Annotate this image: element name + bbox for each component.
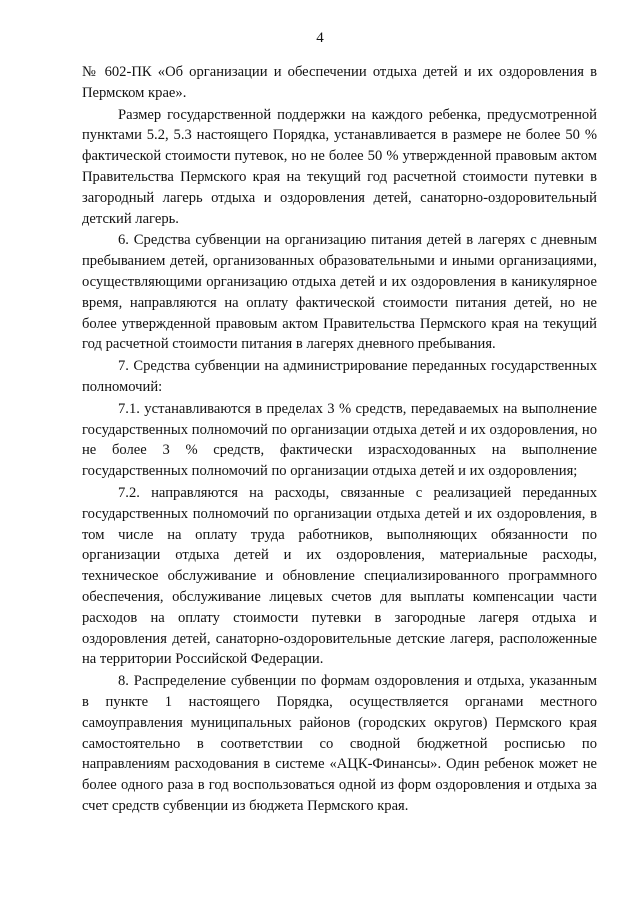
paragraph-item-7-1: 7.1. устанавливаются в пределах 3 % средств, передаваемых на выполнение государственных полномочий по организации отдыха детей и их оздоровления, но не более 3 % средств, фактически израсходованных на выполнение государственных полномочий по организации отдыха детей и их оздоровления; [82, 400, 597, 480]
paragraph-support-amount: Размер государственной поддержки на каждого ребенка, предусмотренной пунктами 5.2, 5.3 настоящего Порядка, устанавливается в размере не более 50 % фактической стоимости путевок, но не более 50 % утвержденной правовым актом Правительства Пермского края на текущий год расчетной стоимости путевки в загородный лагерь отдыха и оздоровления детей, санаторно-оздоровительный детский лагерь. [82, 106, 597, 227]
paragraph-law-reference: № 602-ПК «Об организации и обеспечении отдыха детей и их оздоровления в Пермском крае». [82, 64, 597, 101]
paragraph-item-7: 7. Средства субвенции на администрирование переданных государственных полномочий: [82, 358, 597, 395]
page-number: 4 [316, 30, 324, 46]
paragraph-item-8: 8. Распределение субвенции по формам оздоровления и отдыха, указанным в пункте 1 настоящего Порядка, осуществляется органами местного самоуправления муниципальных районов (городских округов) Пермского края самостоятельно в соответствии со сводной бюджетной росписью по направлениям расходования в системе «АЦК-Финансы». Один ребенок может не более одного раза в год воспользоваться одной из форм оздоровления и отдыха за счет средств субвенции из бюджета Пермского края. [82, 673, 597, 814]
paragraph-item-7-2: 7.2. направляются на расходы, связанные с реализацией переданных государственных полномочий по организации отдыха детей и их оздоровления, в том числе на оплату труда работников, выполняющих обязанности по организации отдыха детей и их оздоровления, материальные расходы, техническое обслуживание и обновление специализированного программного обеспечения, обслуживание лицевых счетов для выплаты компенсации части расходов на оплату стоимости путевки в загородные лагеря отдыха и оздоровления детей, санаторно-оздоровительные детские лагеря, расположенные на территории Российской Федерации. [82, 484, 597, 668]
document-body [82, 62, 597, 818]
paragraph-item-6: 6. Средства субвенции на организацию питания детей в лагерях с дневным пребыванием детей, организованных образовательными и иными организациями, осуществляющими организацию отдыха детей и их оздоровления в каникулярное время, направляются на оплату фактической стоимости питания детей, но не более утвержденной правовым актом Правительства Пермского края на текущий год расчетной стоимости питания в лагерях дневного пребывания. [82, 232, 597, 353]
